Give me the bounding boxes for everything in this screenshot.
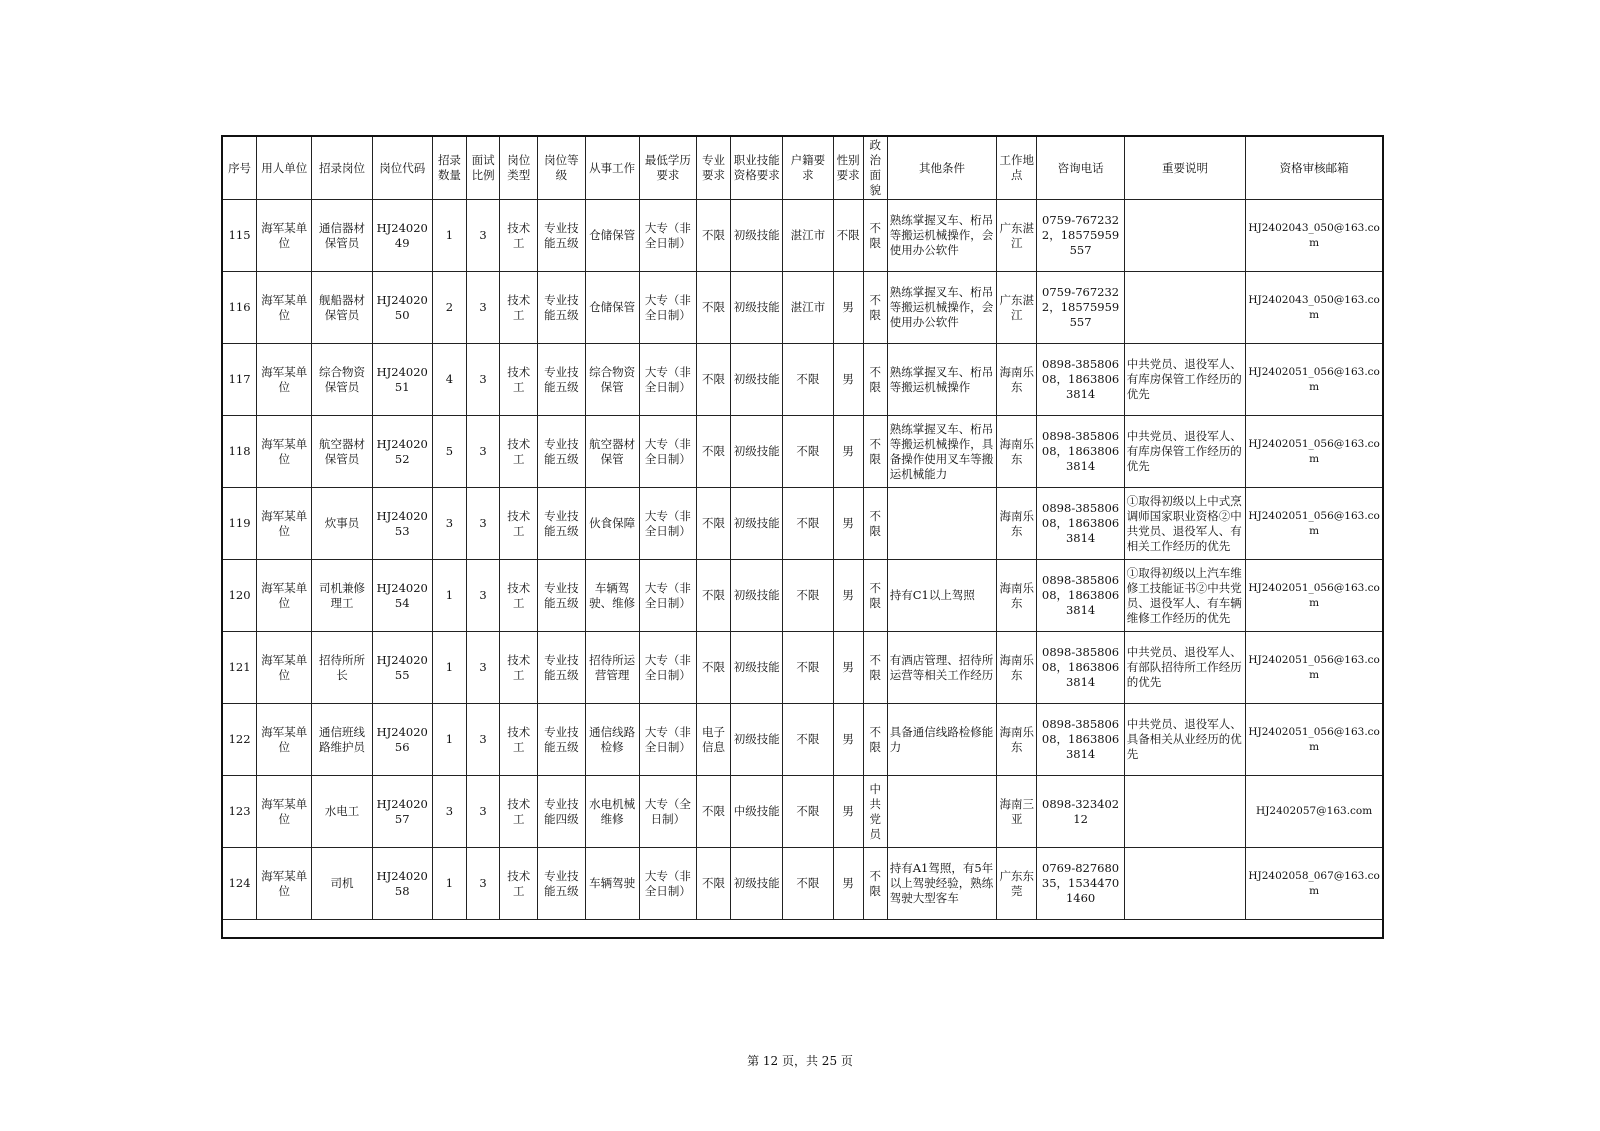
- page-footer: 第 12 页，共 25 页: [747, 1054, 853, 1068]
- cell-level: 专业技能五级: [538, 200, 585, 272]
- cell-code: HJ2402052: [372, 416, 432, 488]
- cell-employer: 海军某单位: [257, 704, 312, 776]
- cell-level: 专业技能五级: [538, 560, 585, 632]
- cell-work: 招待所运营管理: [585, 632, 639, 704]
- table-row: [223, 632, 1383, 704]
- cell-location: 海南三亚: [997, 776, 1037, 848]
- cell-gender: 男: [833, 344, 863, 416]
- table-body: [223, 200, 1383, 920]
- cell-education: 大专（全日制）: [639, 776, 696, 848]
- cell-type: 技术工: [500, 272, 538, 344]
- cell-skill: 初级技能: [731, 344, 783, 416]
- cell-hukou: 不限: [783, 344, 833, 416]
- cell-code: HJ2402049: [372, 200, 432, 272]
- cell-work: 水电机械维修: [585, 776, 639, 848]
- cell-hukou: 不限: [783, 776, 833, 848]
- cell-hukou: 湛江市: [783, 272, 833, 344]
- cell-education: 大专（非全日制）: [639, 560, 696, 632]
- recruitment-table: [222, 136, 1383, 920]
- cell-gender: 男: [833, 704, 863, 776]
- col-header-level: 岗位等级: [538, 137, 585, 200]
- cell-interview-ratio: 3: [467, 776, 500, 848]
- table-row: [223, 488, 1383, 560]
- cell-type: 技术工: [500, 416, 538, 488]
- cell-notes: 中共党员、退役军人、有库房保管工作经历的优先: [1124, 416, 1246, 488]
- cell-position: 司机兼修理工: [312, 560, 372, 632]
- col-header-employer: 用人单位: [257, 137, 312, 200]
- cell-count: 1: [432, 704, 466, 776]
- cell-email: HJ2402043_050@163.com: [1246, 200, 1383, 272]
- cell-other: [887, 776, 996, 848]
- cell-count: 1: [432, 200, 466, 272]
- cell-interview-ratio: 3: [467, 632, 500, 704]
- cell-phone: 0759-7672322，18575959557: [1037, 200, 1124, 272]
- cell-political: 不限: [863, 200, 887, 272]
- cell-education: 大专（非全日制）: [639, 848, 696, 920]
- cell-political: 不限: [863, 704, 887, 776]
- cell-count: 5: [432, 416, 466, 488]
- cell-email: HJ2402058_067@163.com: [1246, 848, 1383, 920]
- table-row: [223, 848, 1383, 920]
- cell-work: 综合物资保管: [585, 344, 639, 416]
- cell-position: 通信班线路维护员: [312, 704, 372, 776]
- cell-skill: 初级技能: [731, 488, 783, 560]
- cell-position: 舰船器材保管员: [312, 272, 372, 344]
- table-row: [223, 560, 1383, 632]
- cell-index: 124: [223, 848, 257, 920]
- cell-level: 专业技能五级: [538, 848, 585, 920]
- cell-index: 123: [223, 776, 257, 848]
- cell-code: HJ2402054: [372, 560, 432, 632]
- cell-interview-ratio: 3: [467, 704, 500, 776]
- cell-work: 伙食保障: [585, 488, 639, 560]
- cell-position: 通信器材保管员: [312, 200, 372, 272]
- cell-phone: 0898-38580608，18638063814: [1037, 488, 1124, 560]
- col-header-major: 专业要求: [696, 137, 730, 200]
- cell-work: 仓储保管: [585, 272, 639, 344]
- col-header-work: 从事工作: [585, 137, 639, 200]
- cell-skill: 初级技能: [731, 848, 783, 920]
- cell-index: 122: [223, 704, 257, 776]
- cell-phone: 0898-38580608，18638063814: [1037, 416, 1124, 488]
- col-header-count: 招录数量: [432, 137, 466, 200]
- col-header-position: 招录岗位: [312, 137, 372, 200]
- cell-employer: 海军某单位: [257, 200, 312, 272]
- table-row: [223, 200, 1383, 272]
- cell-employer: 海军某单位: [257, 416, 312, 488]
- cell-count: 1: [432, 848, 466, 920]
- cell-notes: 中共党员、退役军人、有部队招待所工作经历的优先: [1124, 632, 1246, 704]
- cell-employer: 海军某单位: [257, 848, 312, 920]
- cell-notes: 中共党员、退役军人、有库房保管工作经历的优先: [1124, 344, 1246, 416]
- table-row: [223, 272, 1383, 344]
- cell-education: 大专（非全日制）: [639, 272, 696, 344]
- cell-education: 大专（非全日制）: [639, 416, 696, 488]
- cell-level: 专业技能五级: [538, 344, 585, 416]
- cell-employer: 海军某单位: [257, 560, 312, 632]
- cell-type: 技术工: [500, 560, 538, 632]
- cell-count: 1: [432, 632, 466, 704]
- cell-location: 海南乐东: [997, 344, 1037, 416]
- cell-skill: 中级技能: [731, 776, 783, 848]
- cell-skill: 初级技能: [731, 632, 783, 704]
- cell-major: 不限: [696, 848, 730, 920]
- cell-gender: 男: [833, 272, 863, 344]
- cell-skill: 初级技能: [731, 416, 783, 488]
- cell-type: 技术工: [500, 200, 538, 272]
- cell-location: 广东湛江: [997, 200, 1037, 272]
- cell-index: 117: [223, 344, 257, 416]
- cell-political: 不限: [863, 272, 887, 344]
- cell-position: 司机: [312, 848, 372, 920]
- cell-education: 大专（非全日制）: [639, 632, 696, 704]
- cell-position: 水电工: [312, 776, 372, 848]
- cell-major: 不限: [696, 416, 730, 488]
- cell-type: 技术工: [500, 344, 538, 416]
- cell-gender: 男: [833, 848, 863, 920]
- cell-other: [887, 488, 996, 560]
- cell-location: 海南乐东: [997, 488, 1037, 560]
- col-header-index: 序号: [223, 137, 257, 200]
- cell-work: 仓储保管: [585, 200, 639, 272]
- cell-education: 大专（非全日制）: [639, 488, 696, 560]
- cell-index: 120: [223, 560, 257, 632]
- cell-notes: ①取得初级以上中式烹调师国家职业资格②中共党员、退役军人、有相关工作经历的优先: [1124, 488, 1246, 560]
- cell-hukou: 不限: [783, 632, 833, 704]
- cell-phone: 0898-38580608，18638063814: [1037, 704, 1124, 776]
- cell-major: 不限: [696, 272, 730, 344]
- cell-work: 通信线路检修: [585, 704, 639, 776]
- cell-phone: 0769-82768035，15344701460: [1037, 848, 1124, 920]
- cell-location: 海南乐东: [997, 560, 1037, 632]
- cell-code: HJ2402057: [372, 776, 432, 848]
- cell-major: 不限: [696, 632, 730, 704]
- cell-other: 熟练掌握叉车、桁吊等搬运机械操作，会使用办公软件: [887, 200, 996, 272]
- cell-other: 持有A1驾照，有5年以上驾驶经验，熟练驾驶大型客车: [887, 848, 996, 920]
- cell-education: 大专（非全日制）: [639, 200, 696, 272]
- cell-email: HJ2402051_056@163.com: [1246, 704, 1383, 776]
- col-header-code: 岗位代码: [372, 137, 432, 200]
- cell-position: 航空器材保管员: [312, 416, 372, 488]
- cell-type: 技术工: [500, 848, 538, 920]
- cell-level: 专业技能五级: [538, 632, 585, 704]
- cell-location: 广东东莞: [997, 848, 1037, 920]
- cell-political: 不限: [863, 344, 887, 416]
- cell-major: 不限: [696, 560, 730, 632]
- cell-location: 海南乐东: [997, 416, 1037, 488]
- cell-employer: 海军某单位: [257, 272, 312, 344]
- cell-gender: 男: [833, 488, 863, 560]
- cell-work: 车辆驾驶: [585, 848, 639, 920]
- cell-notes: [1124, 848, 1246, 920]
- cell-email: HJ2402051_056@163.com: [1246, 560, 1383, 632]
- cell-employer: 海军某单位: [257, 488, 312, 560]
- cell-level: 专业技能五级: [538, 272, 585, 344]
- cell-hukou: 不限: [783, 848, 833, 920]
- cell-other: 有酒店管理、招待所运营等相关工作经历: [887, 632, 996, 704]
- cell-political: 不限: [863, 560, 887, 632]
- cell-notes: [1124, 200, 1246, 272]
- cell-interview-ratio: 3: [467, 272, 500, 344]
- cell-major: 不限: [696, 200, 730, 272]
- cell-location: 海南乐东: [997, 632, 1037, 704]
- cell-email: HJ2402043_050@163.com: [1246, 272, 1383, 344]
- cell-political: 不限: [863, 848, 887, 920]
- cell-notes: ①取得初级以上汽车维修工技能证书②中共党员、退役军人、有车辆维修工作经历的优先: [1124, 560, 1246, 632]
- cell-political: 不限: [863, 632, 887, 704]
- col-header-type: 岗位类型: [500, 137, 538, 200]
- cell-level: 专业技能五级: [538, 488, 585, 560]
- cell-political: 不限: [863, 416, 887, 488]
- cell-interview-ratio: 3: [467, 848, 500, 920]
- cell-gender: 男: [833, 416, 863, 488]
- cell-code: HJ2402058: [372, 848, 432, 920]
- col-header-education: 最低学历要求: [639, 137, 696, 200]
- cell-notes: [1124, 776, 1246, 848]
- cell-type: 技术工: [500, 776, 538, 848]
- cell-count: 4: [432, 344, 466, 416]
- cell-other: 熟练掌握叉车、桁吊等搬运机械操作，会使用办公软件: [887, 272, 996, 344]
- cell-type: 技术工: [500, 632, 538, 704]
- cell-major: 不限: [696, 776, 730, 848]
- cell-skill: 初级技能: [731, 272, 783, 344]
- cell-phone: 0898-38580608，18638063814: [1037, 560, 1124, 632]
- cell-code: HJ2402056: [372, 704, 432, 776]
- col-header-skill: 职业技能资格要求: [731, 137, 783, 200]
- cell-hukou: 不限: [783, 704, 833, 776]
- cell-index: 115: [223, 200, 257, 272]
- cell-interview-ratio: 3: [467, 416, 500, 488]
- cell-political: 不限: [863, 488, 887, 560]
- cell-interview-ratio: 3: [467, 488, 500, 560]
- cell-email: HJ2402057@163.com: [1246, 776, 1383, 848]
- cell-index: 118: [223, 416, 257, 488]
- cell-other: 持有C1以上驾照: [887, 560, 996, 632]
- cell-gender: 男: [833, 776, 863, 848]
- cell-major: 不限: [696, 344, 730, 416]
- cell-employer: 海军某单位: [257, 776, 312, 848]
- col-header-location: 工作地点: [997, 137, 1037, 200]
- cell-index: 121: [223, 632, 257, 704]
- cell-hukou: 不限: [783, 560, 833, 632]
- col-header-interview-ratio: 面试比例: [467, 137, 500, 200]
- cell-position: 招待所所长: [312, 632, 372, 704]
- cell-email: HJ2402051_056@163.com: [1246, 344, 1383, 416]
- cell-interview-ratio: 3: [467, 560, 500, 632]
- cell-level: 专业技能五级: [538, 704, 585, 776]
- cell-hukou: 不限: [783, 416, 833, 488]
- cell-email: HJ2402051_056@163.com: [1246, 632, 1383, 704]
- table-row: [223, 344, 1383, 416]
- cell-skill: 初级技能: [731, 200, 783, 272]
- cell-code: HJ2402050: [372, 272, 432, 344]
- cell-other: 具备通信线路检修能力: [887, 704, 996, 776]
- cell-location: 广东湛江: [997, 272, 1037, 344]
- cell-index: 119: [223, 488, 257, 560]
- col-header-notes: 重要说明: [1124, 137, 1246, 200]
- cell-education: 大专（非全日制）: [639, 704, 696, 776]
- cell-count: 3: [432, 488, 466, 560]
- col-header-email: 资格审核邮箱: [1246, 137, 1383, 200]
- col-header-hukou: 户籍要求: [783, 137, 833, 200]
- cell-email: HJ2402051_056@163.com: [1246, 488, 1383, 560]
- cell-work: 航空器材保管: [585, 416, 639, 488]
- cell-employer: 海军某单位: [257, 344, 312, 416]
- table-row: [223, 416, 1383, 488]
- cell-hukou: 不限: [783, 488, 833, 560]
- col-header-political: 政治面貌: [863, 137, 887, 200]
- table-row: [223, 704, 1383, 776]
- cell-gender: 男: [833, 560, 863, 632]
- cell-hukou: 湛江市: [783, 200, 833, 272]
- cell-email: HJ2402051_056@163.com: [1246, 416, 1383, 488]
- cell-major: 不限: [696, 488, 730, 560]
- cell-count: 3: [432, 776, 466, 848]
- cell-code: HJ2402051: [372, 344, 432, 416]
- cell-gender: 不限: [833, 200, 863, 272]
- cell-interview-ratio: 3: [467, 200, 500, 272]
- cell-index: 116: [223, 272, 257, 344]
- cell-type: 技术工: [500, 704, 538, 776]
- cell-code: HJ2402055: [372, 632, 432, 704]
- col-header-gender: 性别要求: [833, 137, 863, 200]
- cell-phone: 0898-38580608，18638063814: [1037, 344, 1124, 416]
- cell-gender: 男: [833, 632, 863, 704]
- cell-position: 炊事员: [312, 488, 372, 560]
- cell-position: 综合物资保管员: [312, 344, 372, 416]
- table-row: [223, 776, 1383, 848]
- cell-employer: 海军某单位: [257, 632, 312, 704]
- cell-phone: 0898-32340212: [1037, 776, 1124, 848]
- cell-education: 大专（非全日制）: [639, 344, 696, 416]
- cell-type: 技术工: [500, 488, 538, 560]
- cell-notes: [1124, 272, 1246, 344]
- cell-code: HJ2402053: [372, 488, 432, 560]
- cell-level: 专业技能五级: [538, 416, 585, 488]
- cell-political: 中共党员: [863, 776, 887, 848]
- cell-phone: 0759-7672322，18575959557: [1037, 272, 1124, 344]
- cell-count: 2: [432, 272, 466, 344]
- col-header-phone: 咨询电话: [1037, 137, 1124, 200]
- col-header-other: 其他条件: [887, 137, 996, 200]
- cell-interview-ratio: 3: [467, 344, 500, 416]
- cell-count: 1: [432, 560, 466, 632]
- cell-major: 电子信息: [696, 704, 730, 776]
- cell-other: 熟练掌握叉车、桁吊等搬运机械操作，具备操作使用叉车等搬运机械能力: [887, 416, 996, 488]
- header-row: [223, 137, 1383, 200]
- cell-location: 海南乐东: [997, 704, 1037, 776]
- cell-skill: 初级技能: [731, 560, 783, 632]
- cell-phone: 0898-38580608，18638063814: [1037, 632, 1124, 704]
- cell-work: 车辆驾驶、维修: [585, 560, 639, 632]
- cell-level: 专业技能四级: [538, 776, 585, 848]
- cell-notes: 中共党员、退役军人、具备相关从业经历的优先: [1124, 704, 1246, 776]
- cell-skill: 初级技能: [731, 704, 783, 776]
- cell-other: 熟练掌握叉车、桁吊等搬运机械操作: [887, 344, 996, 416]
